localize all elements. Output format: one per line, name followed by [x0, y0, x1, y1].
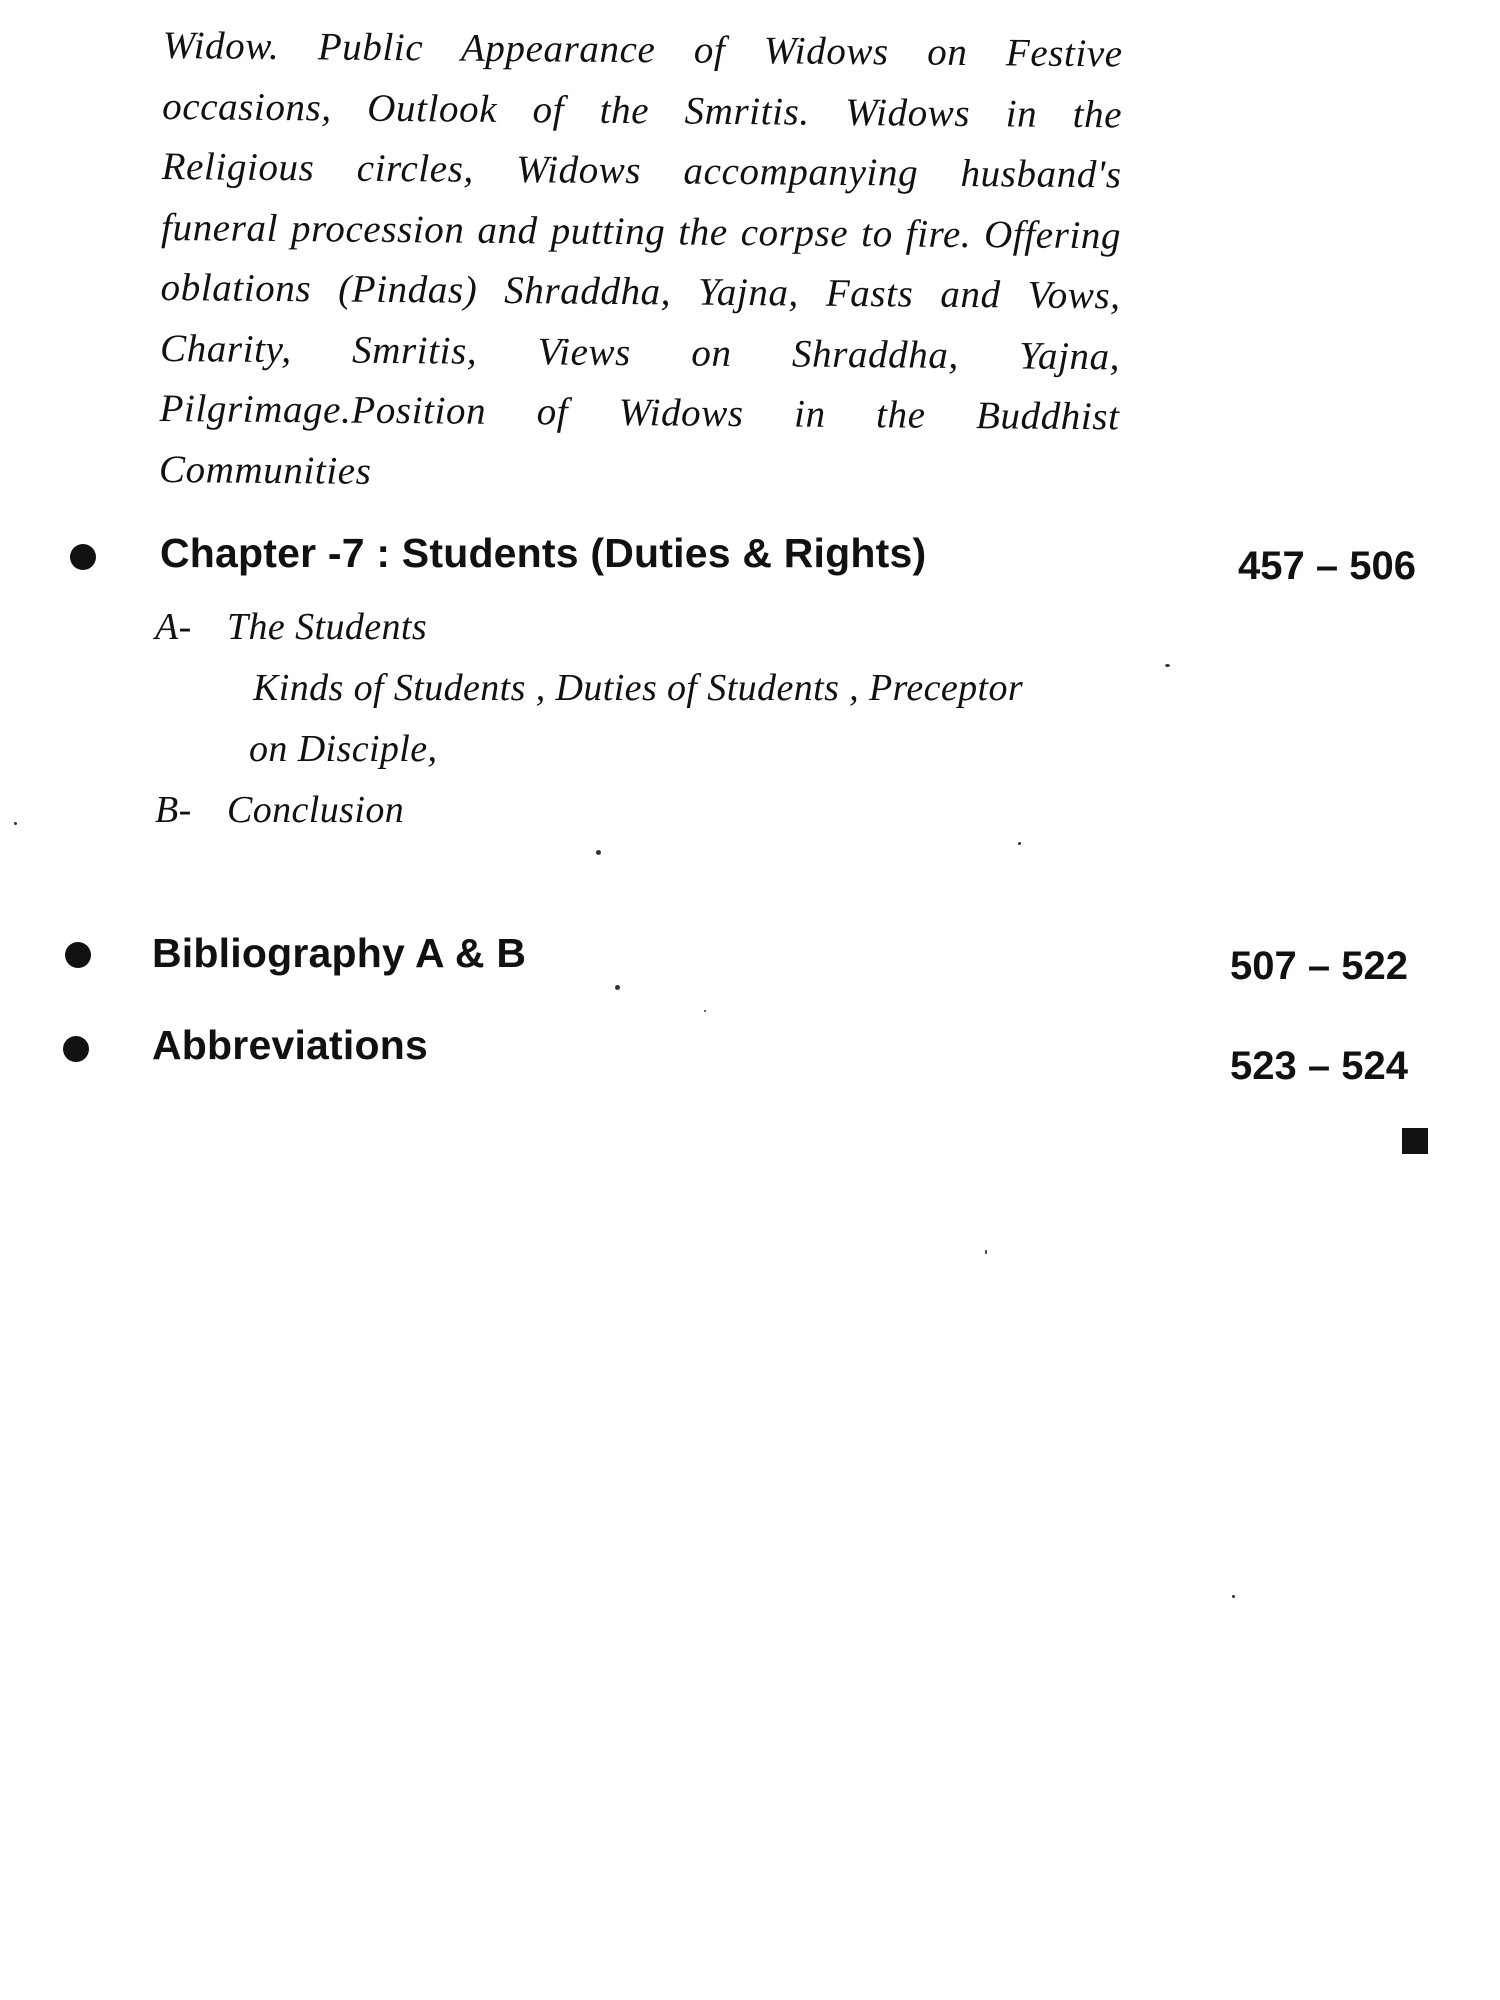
end-of-list-square-icon	[1402, 1128, 1428, 1154]
sub-entry-a-detail-line-1: Kinds of Students , Duties of Students , Preceptor	[253, 667, 1024, 709]
sub-entry-a	[155, 605, 427, 649]
toc-entry-bibliography	[0, 930, 1500, 990]
toc-entry-chapter-7	[0, 530, 1500, 590]
bibliography-pages: 507 – 522	[1230, 944, 1408, 988]
scan-speck	[1165, 664, 1170, 667]
scan-speck	[704, 1010, 706, 1012]
scan-speck	[14, 822, 17, 825]
chapter-7-pages: 457 – 506	[1238, 544, 1416, 588]
sub-entry-b-title: Conclusion	[227, 789, 405, 831]
scan-speck	[1018, 842, 1021, 845]
toc-entry-abbreviations	[0, 1022, 1500, 1088]
sub-entry-a-marker: A-	[155, 606, 192, 648]
abbreviations-title: Abbreviations	[152, 1022, 428, 1068]
scan-speck	[615, 985, 620, 990]
continuation-paragraph: Widow. Public Appearance of Widows on Festive occasions, Outlook of the Smritis. Widows in the Religious circles, Widows accompanying husband's funeral procession and putting the corpse to fire. Offering oblations (Pindas) Shraddha, Yajna, Fasts and Vows, Charity, Smritis, Views on Shraddha, Yajna, Pilgrimage.Position of Widows in the Buddhist Communities	[158, 23, 1123, 493]
scan-speck	[596, 850, 601, 855]
scan-speck	[1232, 1595, 1235, 1598]
bullet-icon	[63, 1036, 89, 1062]
bullet-icon	[65, 942, 91, 968]
sub-entry-b	[155, 788, 404, 832]
bullet-icon	[70, 544, 96, 570]
bibliography-title: Bibliography A & B	[152, 930, 527, 976]
abbreviations-pages: 523 – 524	[1230, 1044, 1408, 1088]
sub-entry-a-detail-line-2: on Disciple,	[249, 728, 438, 770]
sub-entry-b-marker: B-	[155, 789, 192, 831]
sub-entry-a-title: The Students	[227, 606, 428, 648]
chapter-7-title: Chapter -7 : Students (Duties & Rights)	[160, 530, 927, 576]
scan-speck	[985, 1250, 987, 1254]
